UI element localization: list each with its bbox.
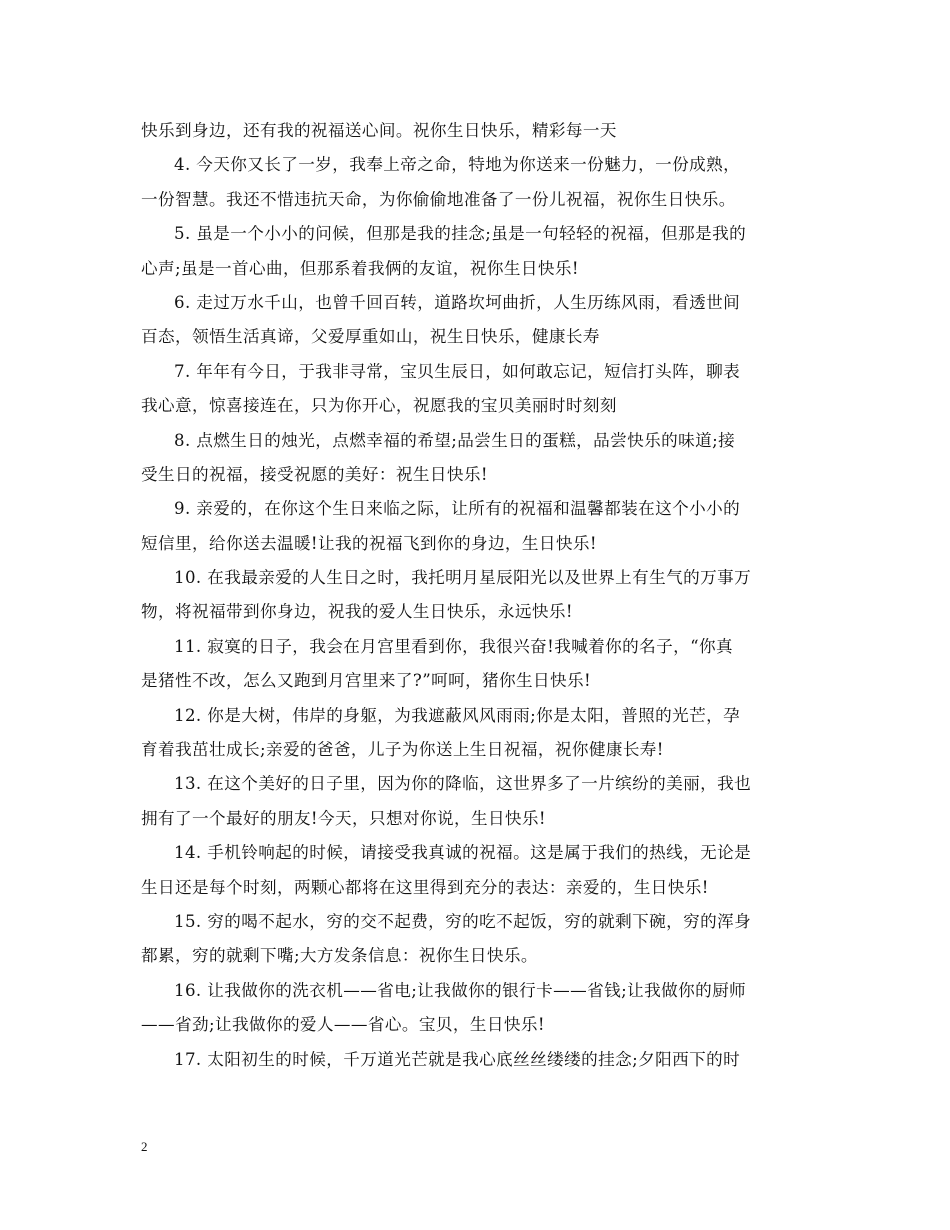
text-line: 8. 点燃生日的烛光，点燃幸福的希望;品尝生日的蛋糕，品尝快乐的味道;接 — [174, 430, 736, 450]
text-line: 16. 让我做你的洗衣机——省电;让我做你的银行卡——省钱;让我做你的厨师 — [174, 980, 747, 1000]
text-line: 17. 太阳初生的时候，千万道光芒就是我心底丝丝缕缕的挂念;夕阳西下的时 — [174, 1049, 741, 1069]
text-line: 我心意，惊喜接连在，只为你开心，祝愿我的宝贝美丽时时刻刻 — [141, 396, 617, 416]
text-line: 心声;虽是一首心曲，但那系着我俩的友谊，祝你生日快乐! — [141, 258, 579, 278]
text-line: 生日还是每个时刻，两颗心都将在这里得到充分的表达：亲爱的，生日快乐! — [141, 877, 709, 897]
text-line: 一份智慧。我还不惜违抗天命，为你偷偷地准备了一份儿祝福，祝你生日快乐。 — [141, 189, 736, 209]
text-line: 5. 虽是一个小小的问候，但那是我的挂念;虽是一句轻轻的祝福，但那是我的 — [174, 224, 747, 244]
text-line: 物，将祝福带到你身边，祝我的爱人生日快乐，永远快乐! — [141, 602, 573, 622]
text-line: 12. 你是大树，伟岸的身躯，为我遮蔽风风雨雨;你是太阳，普照的光芒，孕 — [174, 705, 741, 725]
text-line: 快乐到身边，还有我的祝福送心间。祝你生日快乐，精彩每一天 — [141, 121, 617, 140]
text-line: 百态，领悟生活真谛，父爱厚重如山，祝生日快乐，健康长寿 — [141, 327, 600, 347]
text-line: 13. 在这个美好的日子里，因为你的降临，这世界多了一片缤纷的美丽，我也 — [174, 774, 752, 794]
text-line: ——省劲;让我做你的爱人——省心。宝贝，生日快乐! — [141, 1015, 545, 1035]
text-line: 15. 穷的喝不起水，穷的交不起费，穷的吃不起饭，穷的就剩下碗，穷的浑身 — [174, 911, 752, 931]
text-line: 6. 走过万水千山，也曾千回百转，道路坎坷曲折，人生历练风雨，看透世间 — [174, 292, 741, 312]
text-line: 10. 在我最亲爱的人生日之时，我托明月星辰阳光以及世界上有生气的万事万 — [174, 568, 752, 588]
text-line: 7. 年年有今日，于我非寻常，宝贝生辰日，如何敢忘记，短信打头阵，聊表 — [174, 361, 741, 381]
page-number: 2 — [141, 1139, 148, 1154]
document-body — [141, 114, 813, 1077]
text-line: 14. 手机铃响起的时候，请接受我真诚的祝福。这是属于我们的热线，无论是 — [174, 843, 752, 863]
text-line: 11. 寂寞的日子，我会在月宫里看到你，我很兴奋!我喊着你的名子，“你真 — [174, 636, 734, 656]
text-line: 受生日的祝福，接受祝愿的美好：祝生日快乐! — [141, 464, 488, 484]
text-line: 4. 今天你又长了一岁，我奉上帝之命，特地为你送来一份魅力，一份成熟， — [174, 155, 741, 175]
text-line: 是猪性不改，怎么又跑到月宫里来了?”呵呵，猪你生日快乐! — [141, 671, 592, 691]
text-line: 都累，穷的就剩下嘴;大方发条信息：祝你生日快乐。 — [141, 946, 538, 966]
text-line: 9. 亲爱的，在你这个生日来临之际，让所有的祝福和温馨都装在这个小小的 — [174, 499, 741, 519]
text-line: 育着我茁壮成长;亲爱的爸爸，儿子为你送上生日祝福，祝你健康长寿! — [141, 740, 664, 760]
text-line: 短信里，给你送去温暖!让我的祝福飞到你的身边，生日快乐! — [141, 533, 597, 553]
text-line: 拥有了一个最好的朋友!今天，只想对你说，生日快乐! — [141, 808, 546, 828]
